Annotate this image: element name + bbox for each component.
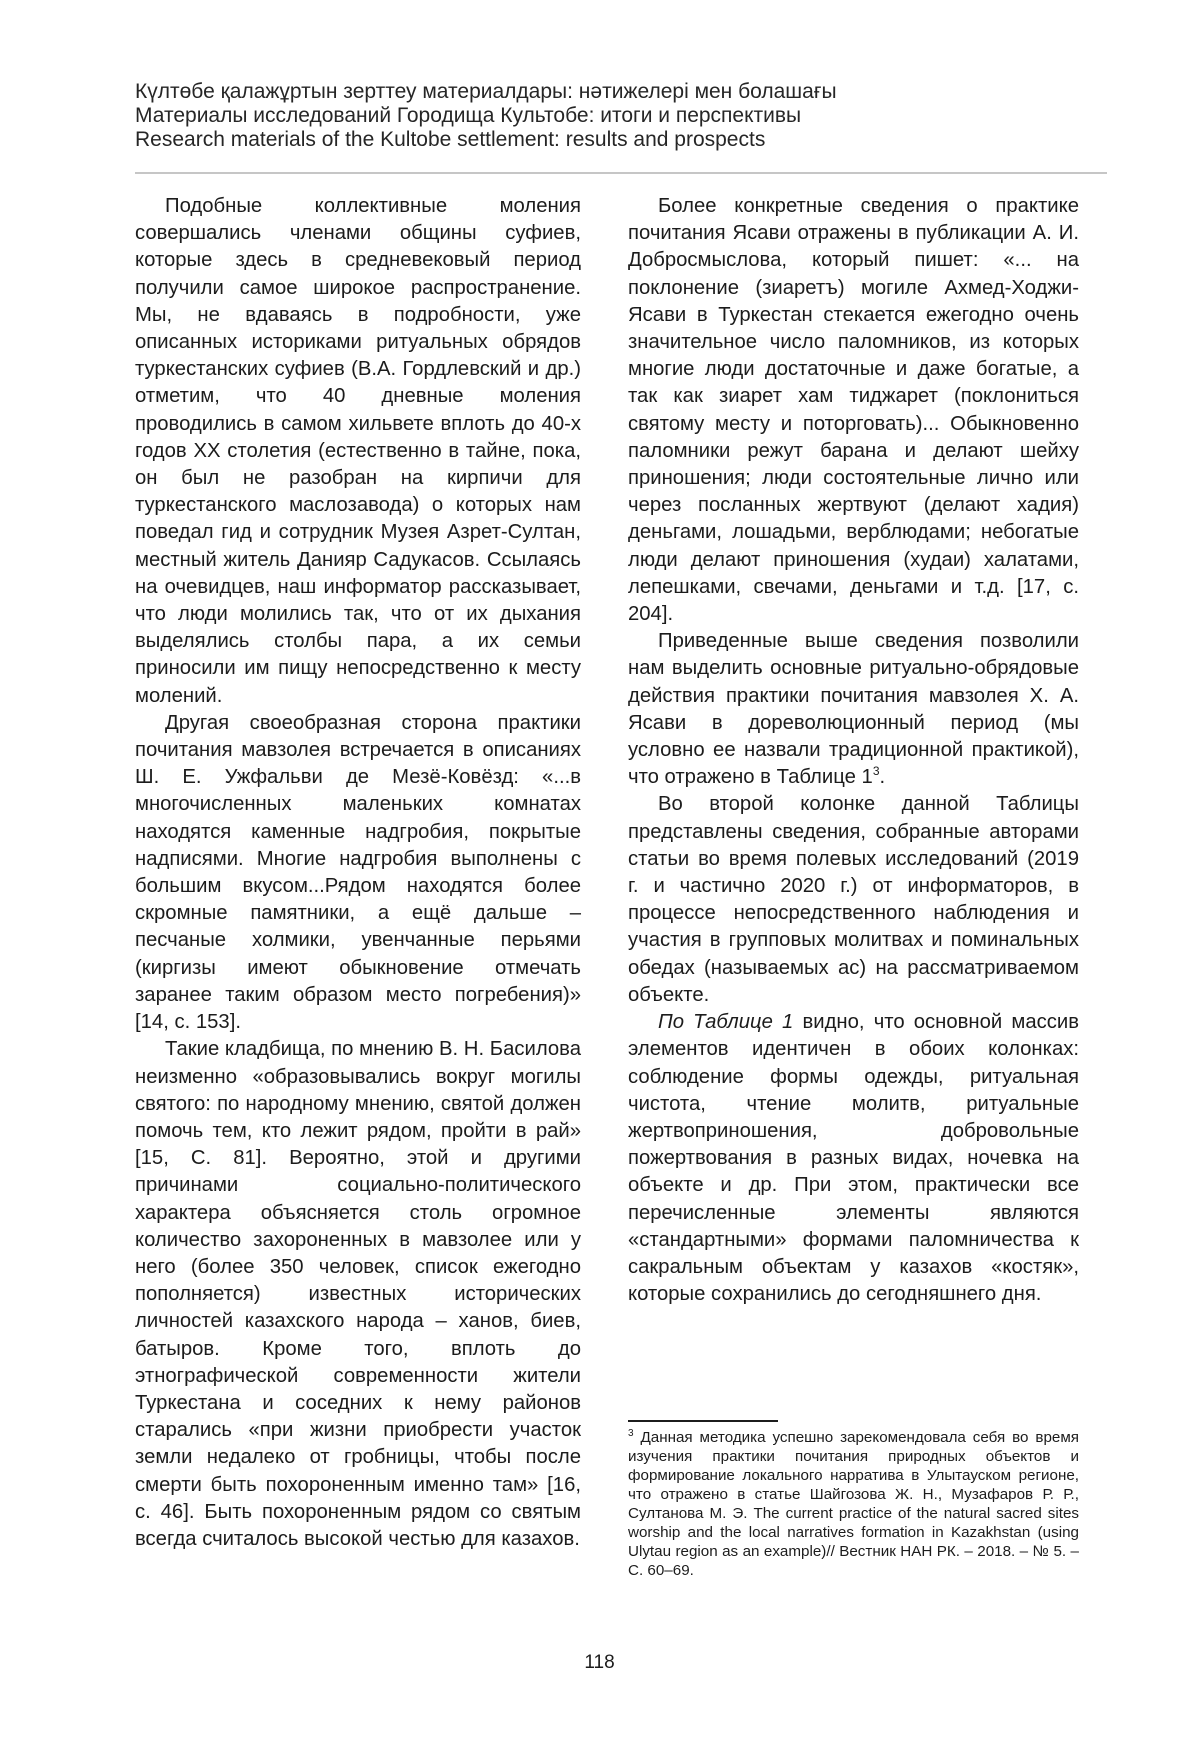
paragraph: Более конкретные сведения о практике почитания Ясави отражены в публикации А. И. Добросмыслова, который пишет: «... на поклонение (зиаретъ) могиле Ахмед-Ходжи-Ясави в Туркестан стекается ежегодно очень значительное число паломников, из которых многие люди достаточные и даже богатые, а так как зиарет хам тиджарет (поклониться святому месту и поторговать)... Обыкновенно паломники режут барана и делают шейху приношения; люди состоятельные лично или через посланных жертвуют (делают хадия) деньгами, лошадьми, верблюдами; небогатые люди делают приношения (худаи) халатами, лепешками, свечами, деньгами и т.д. [17, с. 204]. xyxy=(628,195,1079,626)
footnote-reference: 3 xyxy=(872,764,880,779)
paragraph-text: видно, что основной массив элементов идентичен в обоих колонках: соблюдение формы одежды, ритуальная чистота, чтение молитв, ритуальные жертвоприношения, добровольные пожертвования в разных видах, ночевка на объекте и др. При этом, практически все перечисленные элементы являются «стандартными» формами паломничества к сакральным объектам у казахов «костяк», которые сохранились до сегодняшнего дня. xyxy=(628,1011,1079,1306)
paragraph-end: . xyxy=(879,766,886,789)
page-number: 118 xyxy=(584,1652,615,1673)
footnote-text: Данная методика успешно зарекомендовала себя во время изучения практики почитания природных объектов и формирование локального нарратива в Улытауском регионе, что отражено в статье Шайгозова Ж. Н., Музафаров Р. Р., Султанова М. Э. The current practice of the natural sacred sites worship and the local narratives formation in Kazakhstan (using Ulytau region as an example)// Вестник НАН РК. – 2018. – № 5. – С. 60–69. xyxy=(628,1429,1079,1579)
paragraph: Другая своеобразная сторона практики почитания мавзолея встречается в описаниях Ш. Е. Ужфальви де Мезё-Ковёзд: «...в многочисленных маленьких комнатах находятся каменные надгробия, покрытые надписями. Многие надгробия выполнены с большим вкусом...Рядом находятся более скромные памятники, а ещё дальше – песчаные холмики, увенчанные перьями (киргизы имеют обыкновение отмечать заранее таким образом место погребения)» [14, с. 153]. xyxy=(135,711,581,1034)
paragraph: Подобные коллективные моления совершались членами общины суфиев, которые здесь в средневековый период получили самое широкое распространение. Мы, не вдаваясь в подробности, уже описанных историками ритуальных обрядов туркестанских суфиев (В.А. Гордлевский и др.) отметим, что 40 дневные моления проводились в самом хильвете вплоть до 40-х годов XX столетия (естественно в тайне, пока, он был не разобран на кирпичи для туркестанского маслозавода) о которых нам поведал гид и сотрудник Музея Азрет-Султан, местный житель Данияр Садукасов. Ссылаясь на очевидцев, наш информатор рассказывает, что люди молились так, что от их дыхания выделялись столбы пара, а их семьи приносили им пищу непосредственно к месту молений. xyxy=(135,195,581,707)
paragraph xyxy=(628,1009,1079,1308)
left-column xyxy=(135,193,581,1553)
running-header xyxy=(135,80,1105,152)
header-divider xyxy=(135,172,1107,174)
footnote-marker: 3 xyxy=(628,1427,634,1439)
paragraph: Такие кладбища, по мнению В. Н. Басилова неизменно «образовывались вокруг могилы святого: по народному мнению, святой должен помочь тем, кто лежит рядом, пройти в рай» [15, С. 81]. Вероятно, этой и другими причинами социально-политического характера объясняется столь огромное количество захороненных в мавзолее или у него (более 350 человек, список ежегодно пополняется) известных исторических личностей казахского народа – ханов, биев, батыров. Кроме того, вплоть до этнографической современности жители Туркестана и соседних к нему районов старались «при жизни приобрести участок земли недалеко от гробницы, чтобы после смерти быть похороненным именно там» [16, с. 46]. Быть похороненным рядом со святым всегда считалось высокой честью для казахов. xyxy=(135,1038,581,1550)
header-title-kazakh: Күлтөбе қалажұртын зерттеу материалдары: нәтижелері мен болашағы xyxy=(135,80,837,103)
paragraph: Во второй колонке данной Таблицы представлены сведения, собранные авторами статьи во время полевых исследований (2019 г. и частично 2020 г.) от информаторов, в процессе непосредственного наблюдения и участия в групповых молитвах и поминальных обедах (называемых ас) на рассматриваемом объекте. xyxy=(628,793,1079,1006)
footnote-divider xyxy=(628,1420,778,1422)
paragraph-text: Приведенные выше сведения позволили нам выделить основные ритуально-обрядовые действия практики почитания мавзолея Х. А. Ясави в дореволюционный период (мы условно ее назвали традиционной практикой), что отражено в Таблице 1 xyxy=(628,630,1079,789)
table-reference: По Таблице 1 xyxy=(658,1011,794,1034)
header-title-english: Research materials of the Kultobe settlement: results and prospects xyxy=(135,128,766,151)
paragraph xyxy=(628,628,1079,791)
footnote xyxy=(628,1428,1079,1580)
right-column xyxy=(628,193,1079,1308)
header-title-russian: Материалы исследований Городища Культобе: итоги и перспективы xyxy=(135,104,802,127)
